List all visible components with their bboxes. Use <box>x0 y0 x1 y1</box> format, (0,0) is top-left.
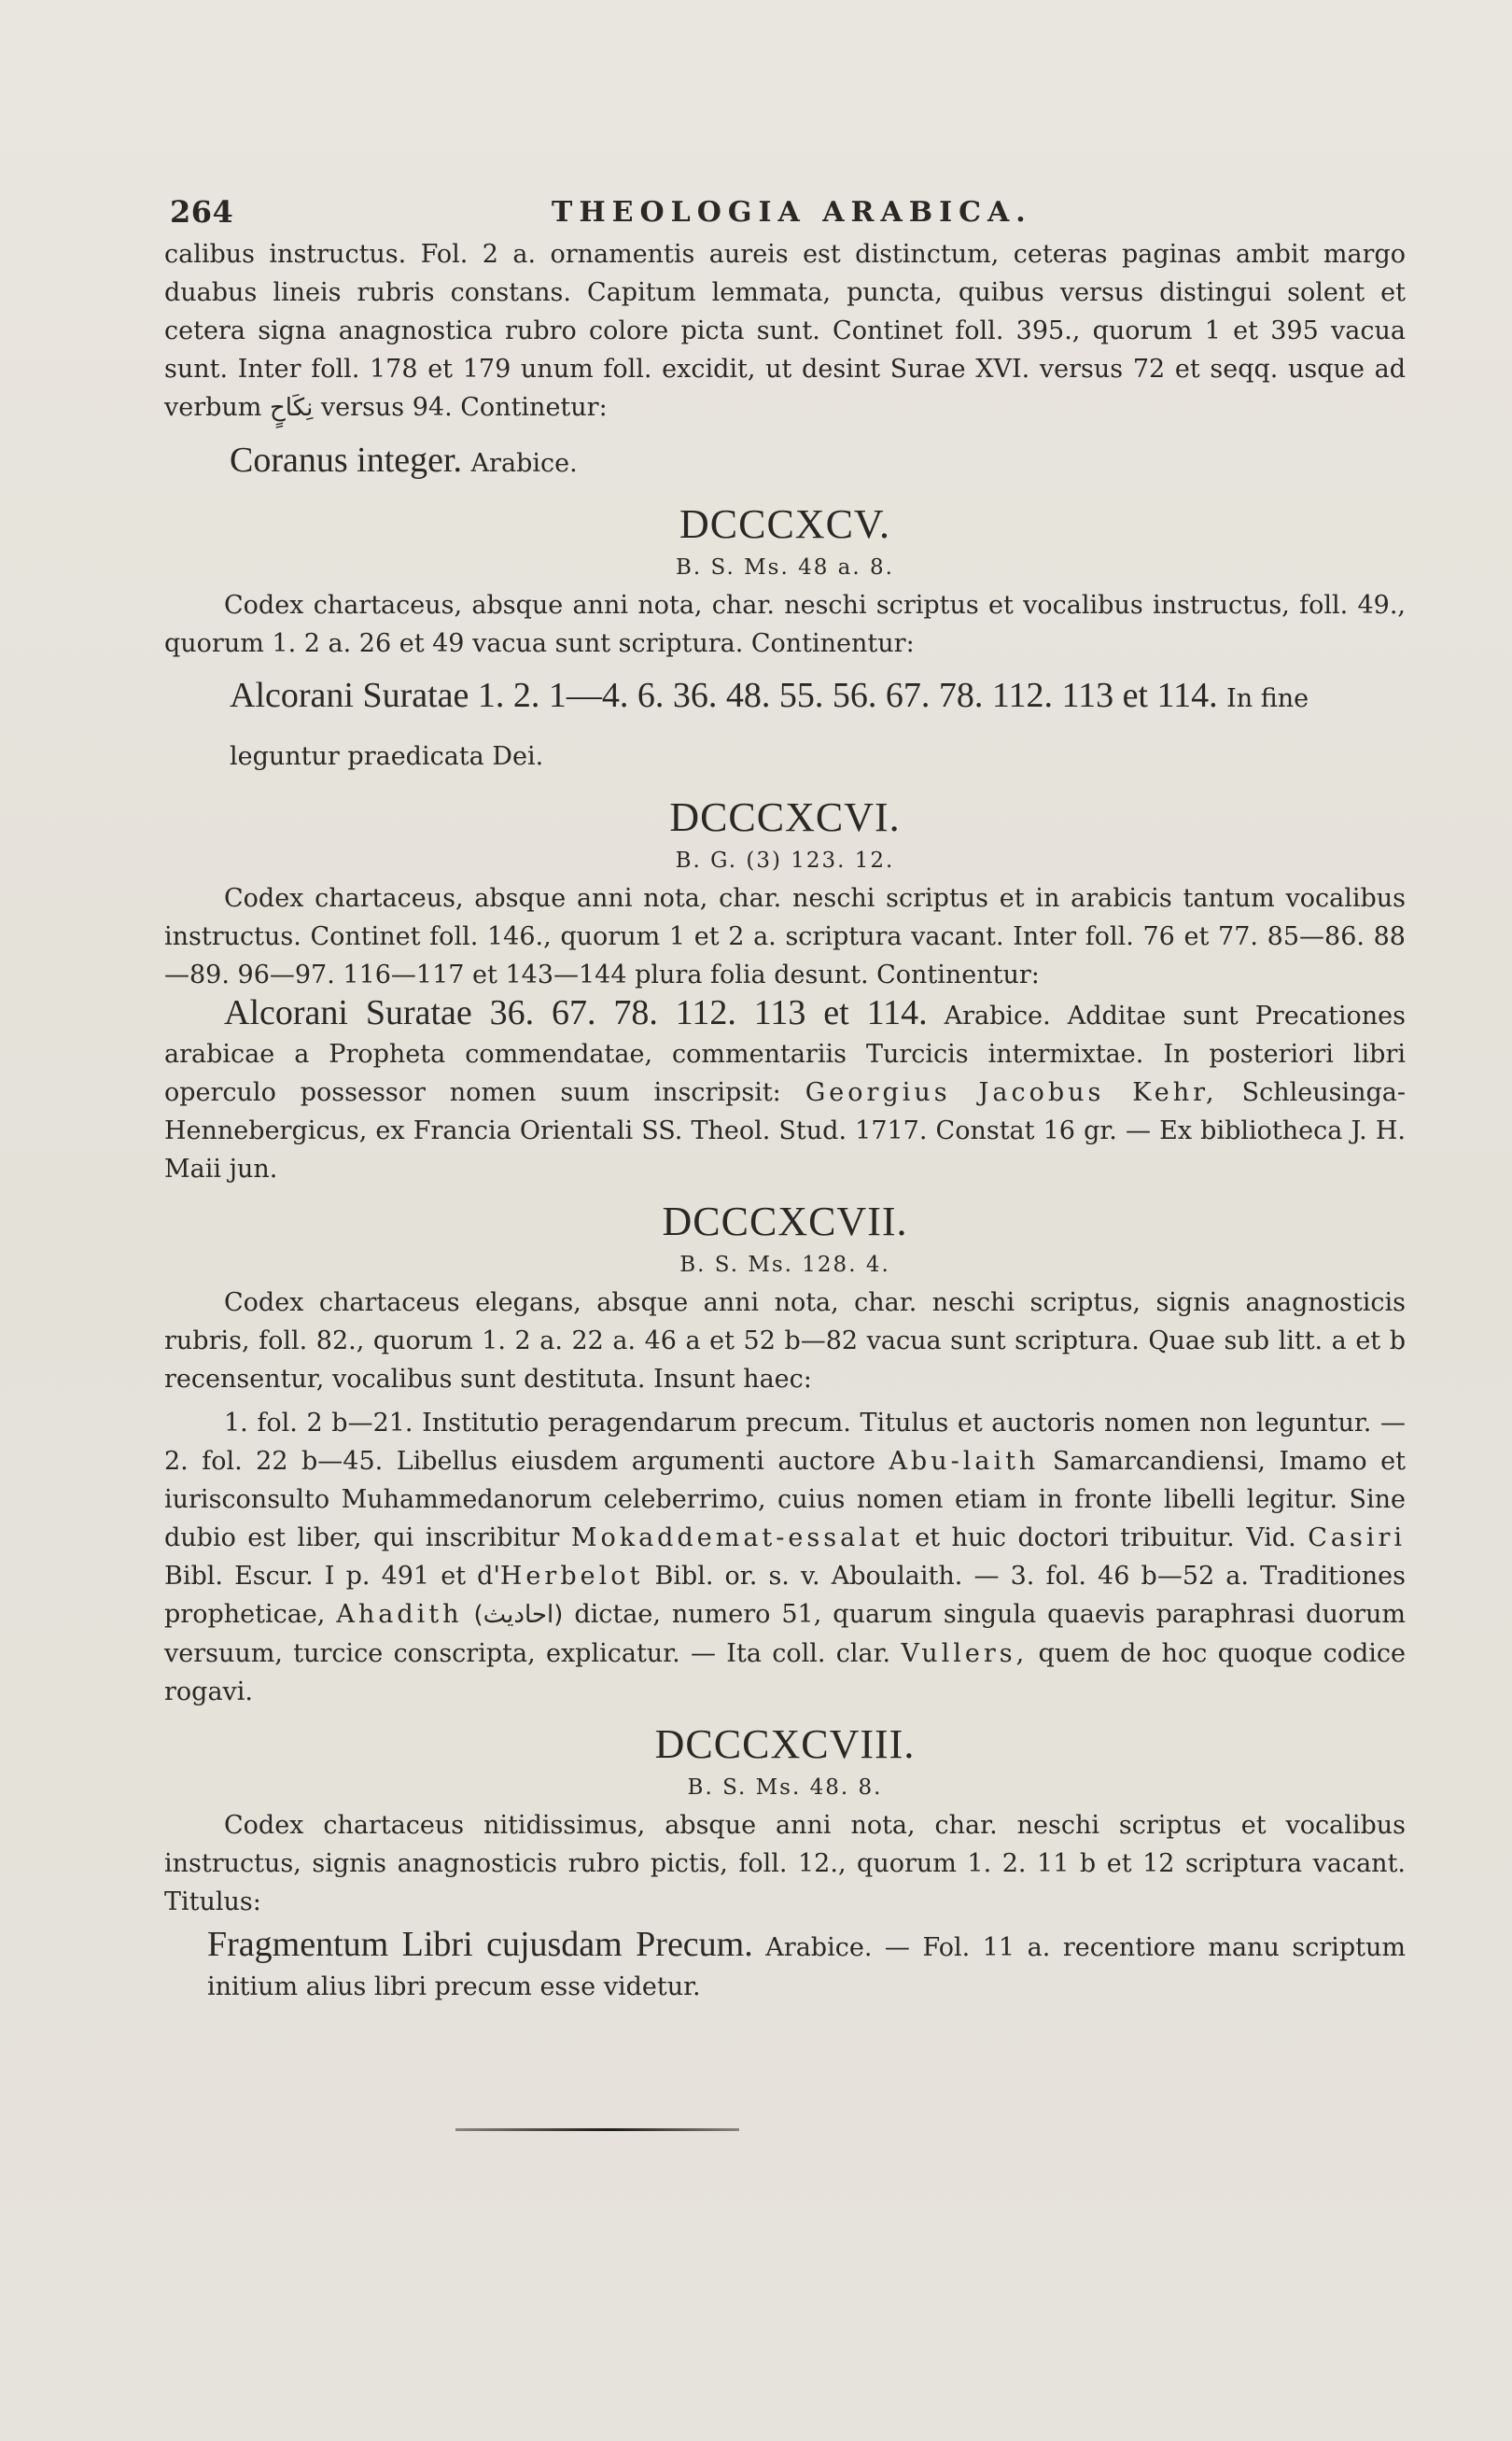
work-name: Mokaddemat-essalat <box>570 1523 903 1552</box>
author-name: Abu-laith <box>889 1447 1040 1476</box>
codex-shelfmark: B. S. Ms. 48 a. 8. <box>676 555 894 580</box>
codex-shelfmark: B. S. Ms. 48. 8. <box>687 1775 883 1800</box>
running-head <box>164 187 1406 235</box>
possessor-name: Georgius Jacobus Kehr, <box>805 1078 1218 1107</box>
codex-description: Codex chartaceus nitidissimus, absque anni nota, char. neschi scriptus et vocalibus instructus, signis anagnosticis rubro pictis, foll. 12., quorum 1. 2. 11 b et 12 scriptura vacant. Titulus: <box>164 1811 1406 1916</box>
intro-work-title: Coranus integer. Arabice. <box>230 441 578 480</box>
codex-contents: 1. fol. 2 b—21. Institutio peragendarum precum. Titulus et auctoris nomen non leguntur. — 2. fol. 22 b—45. Libellus eiusdem argumenti auctore Abu-laith Samarcandiensi, Imamo et iurisconsulto Muhammedanorum celeberrimo, cuius nomen etiam in fronte libelli legitur. Sine dubio est liber, qui inscribitur Mokaddemat-essalat et huic doctori tribuitur. Vid. Casiri Bibl. Escur. I p. 491 et d'Herbelot Bibl. or. s. v. Aboulaith. — 3. fol. 46 b—52 a. Traditiones propheticae, Ahadith (احاديث) dictae, numero 51, quarum singula quaevis paraphrasi duorum versuum, turcice conscripta, explicatur. — Ita coll. clar. Vullers, quem de hoc quoque codice rogavi. <box>164 1409 1406 1706</box>
intro-paragraph: calibus instructus. Fol. 2 a. ornamentis aureis est distinctum, ceteras paginas ambit margo duabus lineis rubris constans. Capitum lemmata, puncta, quibus versus distingui solent et cetera signa anagnostica rubro colore picta sunt. Continet foll. 395., quorum 1 et 395 vacua sunt. Inter foll. 178 et 179 unum foll. excidit, ut desint Surae XVI. versus 72 et seqq. usque ad verbum نِكَاحٍ versus 94. Continetur: <box>164 240 1406 422</box>
codex-numeral: DCCCXCVI. <box>669 794 901 840</box>
codex-description: Codex chartaceus, absque anni nota, char. neschi scriptus et in arabicis tantum vocalibus instructus. Continet foll. 146., quorum 1 et 2 a. scriptura vacant. Inter foll. 76 et 77. 85—86. 88—89. 96—97. 116—117 et 143—144 plura folia desunt. Continentur: <box>164 884 1406 989</box>
ahadith-term: Ahadith <box>336 1600 463 1629</box>
arabic-ahadith: (احاديث) <box>473 1601 564 1629</box>
ref-vullers: Vullers, <box>901 1639 1029 1668</box>
ref-herbelot: Herbelot <box>499 1562 644 1591</box>
codex-work-title: Alcorani Suratae 1. 2. 1—4. 6. 36. 48. 55. 56. 67. 78. 112. 113 et 114. In fine leguntur praedicata Dei. <box>230 676 1309 771</box>
page-number: 264 <box>170 194 234 230</box>
codex-numeral: DCCCXCVIII. <box>654 1721 916 1767</box>
codex-numeral: DCCCXCVII. <box>662 1199 908 1244</box>
ref-casiri: Casiri <box>1308 1523 1406 1552</box>
arabic-word: نِكَاحٍ <box>270 394 314 422</box>
codex-entry-896 <box>164 792 1406 1188</box>
running-head-title: THEOLOGIA ARABICA. <box>552 196 1032 229</box>
codex-work-title: Fragmentum Libri cujusdam Precum. Arabice. — Fol. 11 a. recentiore manu scriptum initium alius libri precum esse videtur. <box>207 1925 1407 2001</box>
codex-work-title: Alcorani Suratae 36. 67. 78. 112. 113 et 114. Arabice. Additae sunt Precationes arabicae a Propheta commendatae, commentariis Turcicis intermixtae. In posteriori libri operculo possessor nomen suum inscripsit: Georgius Jacobus Kehr, Schleusinga-Hennebergicus, ex Francia Orientali SS. Theol. Stud. 1717. Constat 16 gr. — Ex bibliotheca J. H. Maii jun. <box>164 993 1406 1184</box>
codex-description: Codex chartaceus, absque anni nota, char. neschi scriptus et vocalibus instructus, foll. 49., quorum 1. 2 a. 26 et 49 vacua sunt scriptura. Continentur: <box>164 591 1406 658</box>
codex-entry-898 <box>164 1719 1406 2006</box>
codex-description: Codex chartaceus elegans, absque anni nota, char. neschi scriptus, signis anagnosticis rubris, foll. 82., quorum 1. 2 a. 22 a. 46 a et 52 b—82 vacua sunt scriptura. Quae sub litt. a et b recensentur, vocalibus sunt destituta. Insunt haec: <box>164 1288 1406 1394</box>
codex-entry-897 <box>164 1196 1406 1711</box>
end-rule-divider <box>455 2128 739 2131</box>
codex-numeral: DCCCXCV. <box>679 501 891 547</box>
codex-shelfmark: B. S. Ms. 128. 4. <box>679 1253 890 1277</box>
codex-entry-895 <box>164 498 1406 784</box>
codex-shelfmark: B. G. (3) 123. 12. <box>675 849 895 873</box>
page-content <box>164 187 1406 2006</box>
